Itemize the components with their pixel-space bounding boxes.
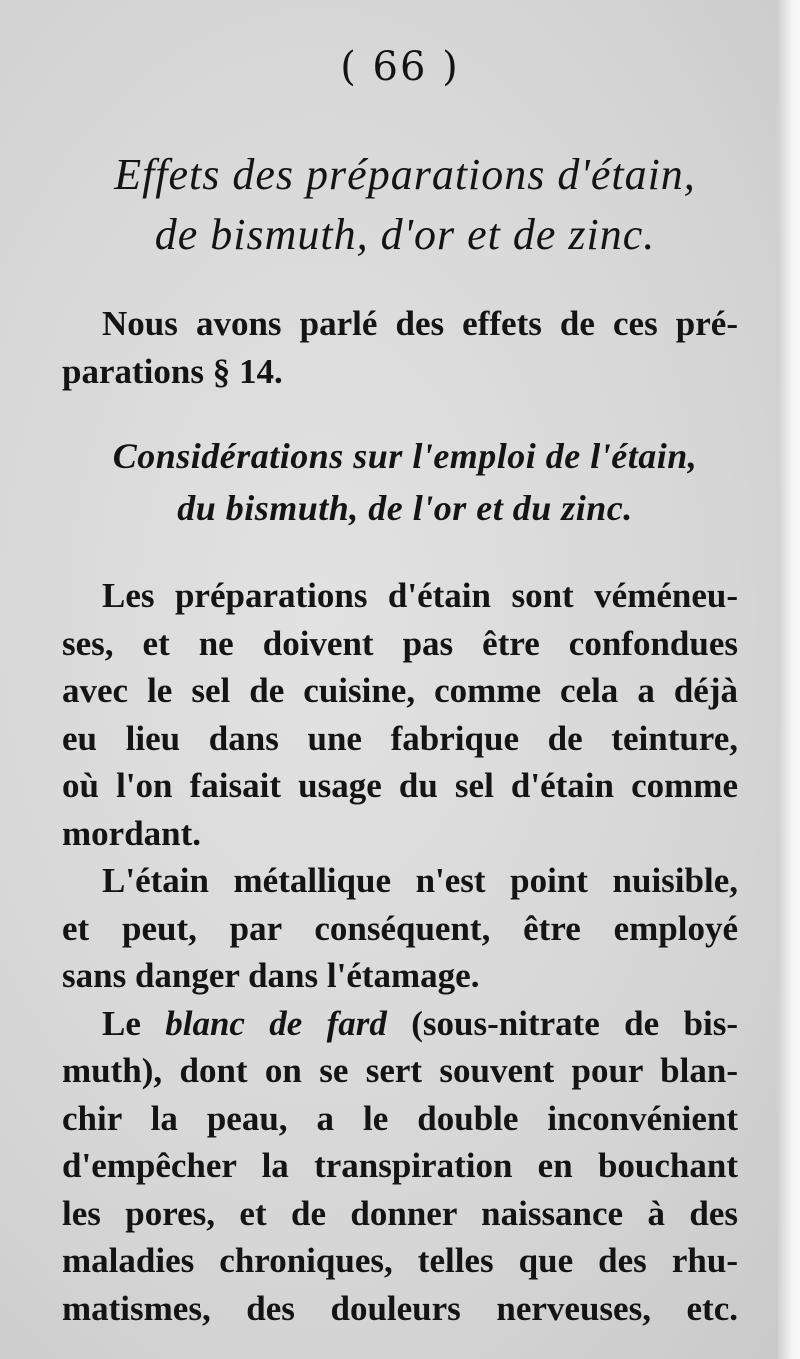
text-line: mordant.: [62, 813, 202, 853]
text-line: eu lieu dans une fabrique de teinture,: [62, 718, 738, 758]
text-line: avec le sel de cuisine, comme cela a déjà: [62, 671, 738, 710]
text-line: [62, 1000, 738, 1048]
text-line: où l'on faisait usage du sel d'étain comme: [62, 766, 738, 805]
heading-line: Effets des préparations d'étain,: [114, 150, 696, 199]
text-line: muth), dont on se sert souvent pour blan-: [62, 1051, 738, 1090]
paragraph-reference: [62, 300, 738, 395]
text-line: Nous avons parlé des effets de ces pré-: [102, 304, 738, 343]
text-line: ses, et ne doivent pas être confondues: [62, 623, 738, 663]
text-line: les pores, et de donner naissance à des: [62, 1193, 738, 1233]
text-line: matismes, des douleurs nerveuses, etc.: [62, 1288, 738, 1328]
text-line: chir la peau, a le double inconvénient: [62, 1098, 738, 1138]
text-run: Le: [102, 1003, 166, 1043]
section-heading-considerations: [60, 430, 750, 534]
text-line: Les préparations d'étain sont véméneu-: [102, 576, 738, 615]
page-number: ( 66 ): [340, 44, 460, 90]
heading-line: de bismuth, d'or et de zinc.: [154, 210, 656, 259]
text-run: (sous-nitrate de bis-: [386, 1003, 738, 1043]
heading-line: Considérations sur l'emploi de l'étain,: [112, 436, 698, 476]
text-line: sans danger dans l'étamage.: [62, 956, 480, 995]
body-paragraphs: [62, 572, 738, 1332]
italic-term: blanc de fard: [165, 1003, 387, 1043]
page-edge: [778, 0, 800, 1359]
text-line: d'empêcher la transpiration en bouchant: [62, 1146, 738, 1185]
text-line: maladies chroniques, telles que des rhu-: [62, 1241, 738, 1280]
text-line: et peut, par conséquent, être employé: [62, 908, 738, 948]
heading-line: du bismuth, de l'or et du zinc.: [177, 488, 633, 528]
section-heading-effects: [60, 145, 750, 265]
text-line: parations § 14.: [62, 351, 283, 391]
text-line: L'étain métallique n'est point nuisible,: [102, 861, 738, 900]
